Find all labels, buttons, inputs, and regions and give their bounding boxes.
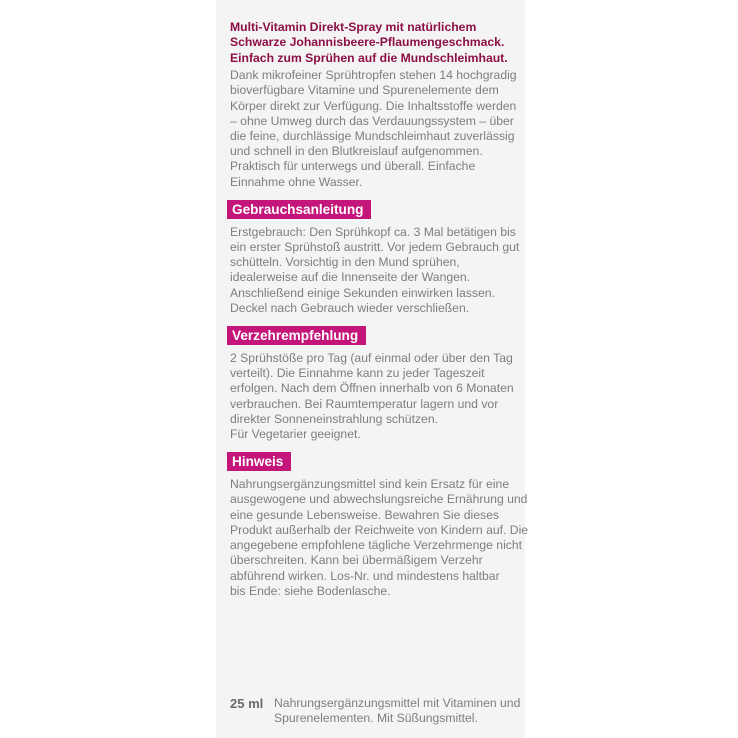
volume-label: 25 ml [230, 696, 264, 711]
intro-text-line: bioverfügbare Vitamine und Spurenelemente dem [230, 83, 499, 98]
notice-text-line: ausgewogene und abwechslungsreiche Ernährung und [230, 492, 528, 507]
notice-text-line: eine gesunde Lebensweise. Bewahren Sie dieses [230, 507, 499, 522]
dosage-text-line: verbrauchen. Bei Raumtemperatur lagern und vor [230, 396, 499, 411]
footer [230, 696, 522, 726]
notice-text-line: bis Ende: siehe Bodenlasche. [230, 583, 391, 598]
notice-text [230, 477, 529, 599]
intro-heading [230, 20, 520, 66]
dosage-text-line: direkter Sonneneinstrahlung schützen. [230, 411, 438, 426]
intro-heading-line: Schwarze Johannisbeere-Pflaumengeschmack. [230, 35, 505, 50]
notice-text-line: Nahrungsergänzungsmittel sind kein Ersatz für eine [230, 477, 510, 492]
intro-text-line: – ohne Umweg durch das Verdauungssystem – über [230, 113, 514, 128]
usage-text-line: Deckel nach Gebrauch wieder verschließen. [230, 300, 470, 315]
usage-text [230, 225, 520, 316]
section-heading-usage: Gebrauchsanleitung [227, 200, 371, 219]
intro-heading-line: Einfach zum Sprühen auf die Mundschleimhaut. [230, 50, 508, 65]
footer-description [274, 696, 520, 726]
notice-text-line: angegebene empfohlene tägliche Verzehrmenge nicht [230, 538, 523, 553]
intro-heading-line: Multi-Vitamin Direkt-Spray mit natürlichem [230, 20, 477, 34]
dosage-text-line: verteilt). Die Einnahme kann zu jeder Tageszeit [230, 366, 485, 381]
intro-text-line: Einnahme ohne Wasser. [230, 174, 363, 189]
intro-text-line: und schnell in den Blutkreislauf aufgenommen. [230, 144, 483, 159]
dosage-text-line: 2 Sprühstöße pro Tag (auf einmal oder über den Tag [230, 351, 513, 366]
notice-text-line: überschreiten. Kann bei übermäßigem Verzehr [230, 553, 483, 568]
usage-text-line: schütteln. Vorsichtig in den Mund sprühen, [230, 255, 460, 270]
usage-text-line: ein erster Sprühstoß austritt. Vor jedem Gebrauch gut [230, 240, 520, 255]
usage-text-line: idealerweise auf die Innenseite der Wangen. [230, 270, 471, 285]
footer-description-line: Spurenelementen. Mit Süßungsmittel. [274, 711, 478, 726]
label-content [230, 20, 529, 599]
usage-text-line: Erstgebrauch: Den Sprühkopf ca. 3 Mal betätigen bis [230, 224, 516, 239]
dosage-text-line: Für Vegetarier geeignet. [230, 427, 361, 442]
usage-text-line: Anschließend einige Sekunden einwirken lassen. [230, 285, 495, 300]
dosage-text [230, 351, 520, 442]
footer-description-line: Nahrungsergänzungsmittel mit Vitaminen und [274, 696, 521, 710]
section-heading-notice: Hinweis [227, 452, 291, 471]
intro-text-line: Praktisch für unterwegs und überall. Einfache [230, 159, 476, 174]
notice-text-line: Produkt außerhalb der Reichweite von Kindern auf. Die [230, 522, 529, 537]
intro-text-line: Dank mikrofeiner Sprühtropfen stehen 14 hochgradig [230, 68, 517, 83]
intro-text-line: die feine, durchlässige Mundschleimhaut zuverlässig [230, 129, 515, 144]
dosage-text-line: erfolgen. Nach dem Öffnen innerhalb von 6 Monaten [230, 381, 514, 396]
notice-text-line: abführend wirken. Los-Nr. und mindestens haltbar [230, 568, 500, 583]
section-heading-dosage: Verzehrempfehlung [227, 326, 366, 345]
intro-text [230, 68, 520, 190]
intro-text-line: Körper direkt zur Verfügung. Die Inhaltsstoffe werden [230, 98, 517, 113]
